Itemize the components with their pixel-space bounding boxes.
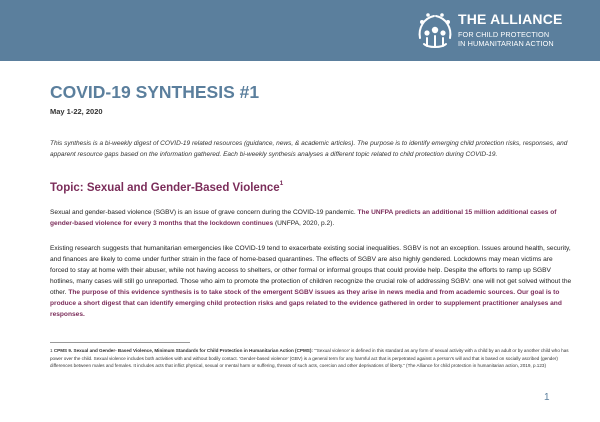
topic-heading [50, 180, 283, 194]
header-banner [0, 0, 600, 61]
paragraph-sgbv-intro [50, 207, 572, 229]
org-name: THE ALLIANCE [458, 11, 563, 27]
footnote-divider [50, 342, 190, 343]
paragraph2-highlight: The purpose of this evidence synthesis is to take stock of the emergent SGBV issues as they arise in news media and from academic sources. Our goal is to produce a short digest that can identify emerging child protection risks and gaps related to the evidence gathered in order to supplement practitioner analyses and responses. [50, 289, 562, 318]
paragraph1-text-b: (UNFPA, 2020, p.2). [273, 220, 335, 227]
org-subtitle-line1: FOR CHILD PROTECTION [458, 30, 550, 39]
org-subtitle-line2: IN HUMANITARIAN ACTION [458, 39, 554, 48]
document-title: COVID-19 SYNTHESIS #1 [50, 82, 260, 102]
document-date: May 1-22, 2020 [50, 107, 103, 116]
paragraph2-text: Existing research suggests that humanitarian emergencies like COVID-19 tend to exacerbate existing social inequalities. SGBV is not an exception. Issues around health, security, and finances are likely to come under further strain in the face of home-based quarantines. The effects of SGBV are also highly gendered. Lockdowns may mean victims are forced to stay at home with their abuser, while not having access to shelters, or other formal or informal groups that could provide help. Despite the efforts to ramp up SGBV hotlines, many cases will still go unreported. Those who aim to promote the protection of children recognize the crucial role of addressing SGBV: one will not get solved without the other. [50, 245, 572, 296]
paragraph-existing-research [50, 243, 572, 320]
paragraph1-text-a: Sexual and gender-based violence (SGBV) is an issue of grave concern during the COVID-19 pandemic. [50, 209, 358, 216]
footnote [50, 347, 572, 370]
people-hands-circle-icon [414, 8, 456, 52]
footnote-number: 1 [50, 348, 53, 353]
intro-paragraph: This synthesis is a bi-weekly digest of COVID-19 related resources (guidance, news, & academic articles). The purpose is to identify emerging child protection risks, responses, and apparent resource gaps based on the information gathered. Each bi-weekly synthesis analyses a different topic related to child protection during COVID-19. [50, 140, 568, 158]
footnote-reference[interactable]: 1 [279, 180, 284, 187]
paragraph1-highlight: The UNFPA predicts an additional 15 million additional cases of gender-based violence for every 3 months that the lockdown continues [50, 209, 557, 227]
footnote-source: CPMS 9. Sexual and Gender- Based Violence, Minimum Standards for Child Protection in Humanitarian Action (CPMS): [53, 348, 313, 353]
page-number: 1 [544, 392, 550, 403]
topic-heading-text: Topic: Sexual and Gender-Based Violence [50, 182, 280, 194]
footnote-text: "'Sexual violence' is defined in this standard as any form of sexual activity with a child by an adult or by another child who has power over the child. Sexual violence includes both activities with and without bodily contact. 'Gender-based violence' (GBV) is a general term for any harmful act that is perpetrated against a person's will and that is based on socially ascribed (gender) differences between males and females. It includes acts that inflict physical, sexual or mental harm or suffering, threats of such acts, coercion and other deprivations of liberty." (The Alliance for child protection in humanitarian action, 2019, p.123) [50, 348, 569, 369]
